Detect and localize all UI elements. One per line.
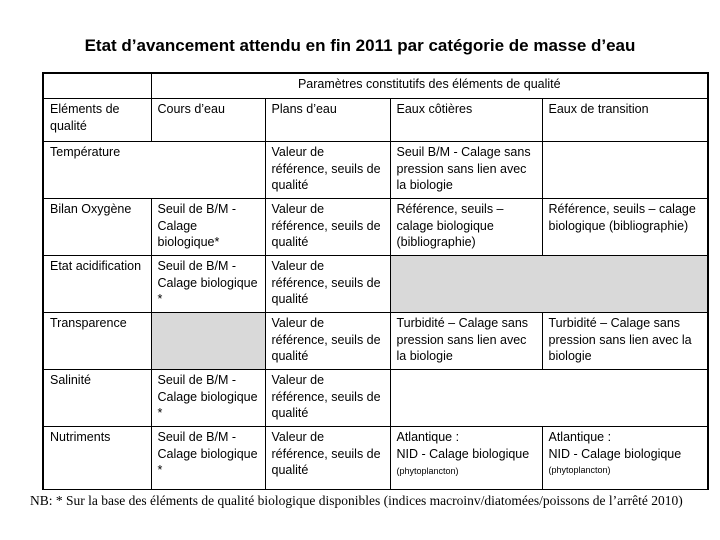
table-row	[43, 142, 708, 199]
row-label: Nutriments	[43, 427, 151, 490]
cell-small-text: (phytoplancton)	[548, 465, 611, 475]
table-cell: Seuil de B/M - Calage biologique *	[151, 256, 265, 313]
table-cell: Seuil de B/M - Calage biologique*	[151, 199, 265, 256]
table-cell: Référence, seuils – calage biologique (bibliographie)	[542, 199, 708, 256]
table-cell: Valeur de référence, seuils de qualité	[265, 427, 390, 490]
page-title: Etat d’avancement attendu en fin 2011 par catégorie de masse d’eau	[84, 36, 636, 55]
column-header: Cours d’eau	[151, 99, 265, 142]
column-header: Eaux côtières	[390, 99, 542, 142]
table-row	[43, 73, 708, 99]
table-cell: Seuil de B/M - Calage biologique *	[151, 427, 265, 490]
cell-line: Atlantique :	[548, 430, 612, 444]
table-row	[43, 256, 708, 313]
span-header: Paramètres constitutifs des éléments de qualité	[151, 73, 708, 99]
cell-small-text: (phytoplancton)	[396, 466, 459, 476]
table-row	[43, 313, 708, 370]
row-label: Etat acidification	[43, 256, 151, 313]
table-row	[43, 427, 708, 490]
table-cell	[390, 427, 542, 490]
table-cell: Valeur de référence, seuils de qualité	[265, 313, 390, 370]
row-label: Bilan Oxygène	[43, 199, 151, 256]
table-row	[43, 370, 708, 427]
table-cell: Seuil B/M - Calage sans pression sans lien avec la biologie	[390, 142, 542, 199]
table-cell	[542, 142, 708, 199]
table-cell: Turbidité – Calage sans pression sans lien avec la biologie	[390, 313, 542, 370]
row-label: Salinité	[43, 370, 151, 427]
quality-table	[42, 72, 709, 490]
shaded-cell	[151, 313, 265, 370]
cell-line: Atlantique :	[396, 430, 460, 444]
cell-text: NID - Calage biologique	[396, 446, 530, 461]
header-empty-cell	[43, 73, 151, 99]
table-cell: Seuil de B/M - Calage biologique *	[151, 370, 265, 427]
cell-line	[397, 446, 536, 480]
footnote-text: Sur la base des éléments de qualité biologique disponibles (indices macroinv/diatomées/poissons de l’arrêté 2010)	[62, 493, 683, 508]
table-cell: Référence, seuils – calage biologique (bibliographie)	[390, 199, 542, 256]
row-label: Température	[43, 142, 265, 199]
table-row	[43, 99, 708, 142]
table-cell: Turbidité – Calage sans pression sans lien avec la biologie	[542, 313, 708, 370]
table-cell: Valeur de référence, seuils de qualité	[265, 256, 390, 313]
table-cell	[542, 427, 708, 490]
table-cell: Valeur de référence, seuils de qualité	[265, 370, 390, 427]
table-cell: Valeur de référence, seuils de qualité	[265, 199, 390, 256]
column-header: Eaux de transition	[542, 99, 708, 142]
table-cell	[390, 370, 708, 427]
column-header: Eléments de qualité	[43, 99, 151, 142]
shaded-cell	[390, 256, 708, 313]
table-cell: Valeur de référence, seuils de qualité	[265, 142, 390, 199]
footnote-prefix: NB:	[30, 493, 56, 508]
cell-line: NID - Calage biologique	[548, 446, 682, 461]
row-label: Transparence	[43, 313, 151, 370]
column-header: Plans d’eau	[265, 99, 390, 142]
table-row	[43, 199, 708, 256]
footnote	[30, 493, 720, 509]
footnote-star: *	[55, 493, 63, 508]
